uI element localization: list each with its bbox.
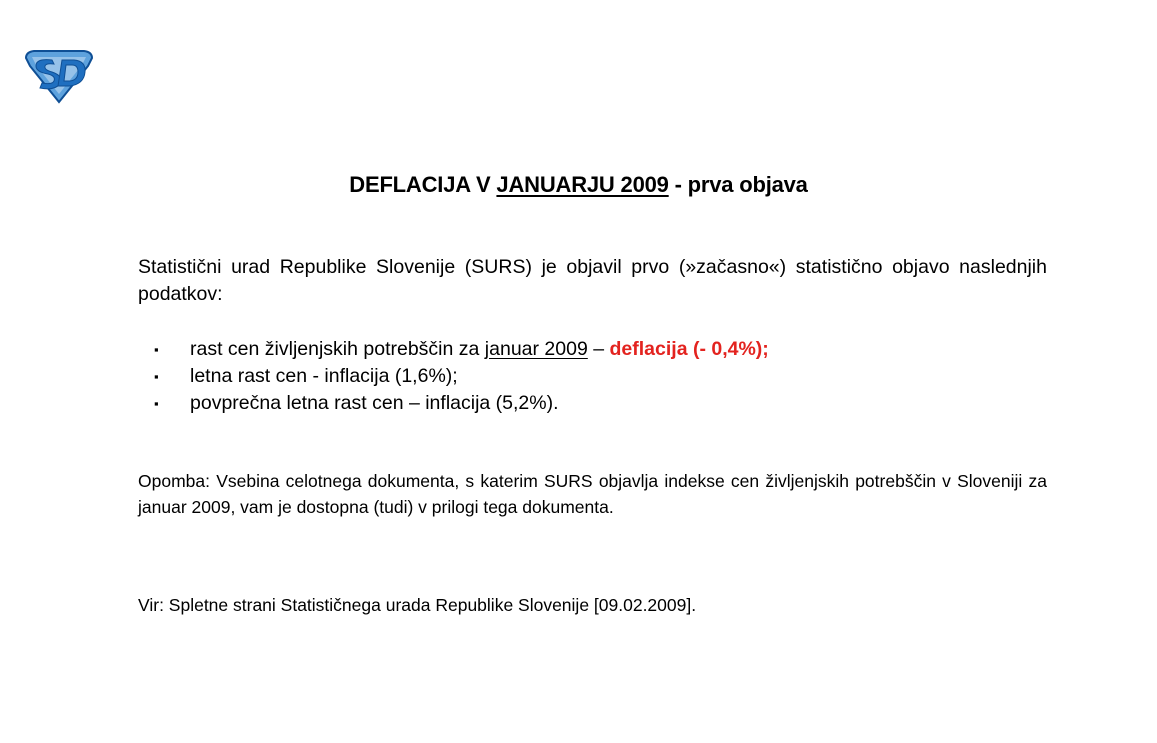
title-underlined: JANUARJU 2009: [496, 172, 669, 197]
bullet-text: letna rast cen - inflacija (1,6%);: [190, 365, 458, 387]
page-title: [0, 172, 1157, 198]
sd-shield-logo-icon: [22, 48, 96, 104]
bullet-underlined: januar 2009: [484, 338, 588, 360]
list-item: [154, 336, 1044, 363]
deflation-highlight: deflacija (- 0,4%);: [609, 338, 769, 360]
intro-paragraph: Statistični urad Republike Slovenije (SURS) je objavil prvo (»začasno«) statistično objavo naslednjih podatkov:: [138, 256, 1047, 305]
bullet-text: povprečna letna rast cen – inflacija (5,2%).: [190, 392, 559, 414]
bullet-text: –: [587, 338, 610, 360]
data-bullet-list: [154, 336, 1044, 417]
bullet-square-icon: ▪: [154, 342, 159, 357]
source-line: Vir: Spletne strani Statističnega urada Republike Slovenije [09.02.2009].: [138, 595, 697, 615]
bullet-text: rast cen življenjskih potrebščin za: [190, 338, 485, 360]
title-part1: DEFLACIJA V: [349, 172, 497, 197]
bullet-square-icon: ▪: [154, 396, 159, 411]
note-paragraph: Opomba: Vsebina celotnega dokumenta, s katerim SURS objavlja indekse cen življenjskih potrebščin v Sloveniji za januar 2009, vam je dostopna (tudi) v prilogi tega dokumenta.: [138, 471, 1047, 517]
bullet-square-icon: ▪: [154, 369, 159, 384]
list-item: [154, 363, 1044, 390]
title-part2: - prva objava: [668, 172, 808, 197]
list-item: [154, 390, 1044, 417]
